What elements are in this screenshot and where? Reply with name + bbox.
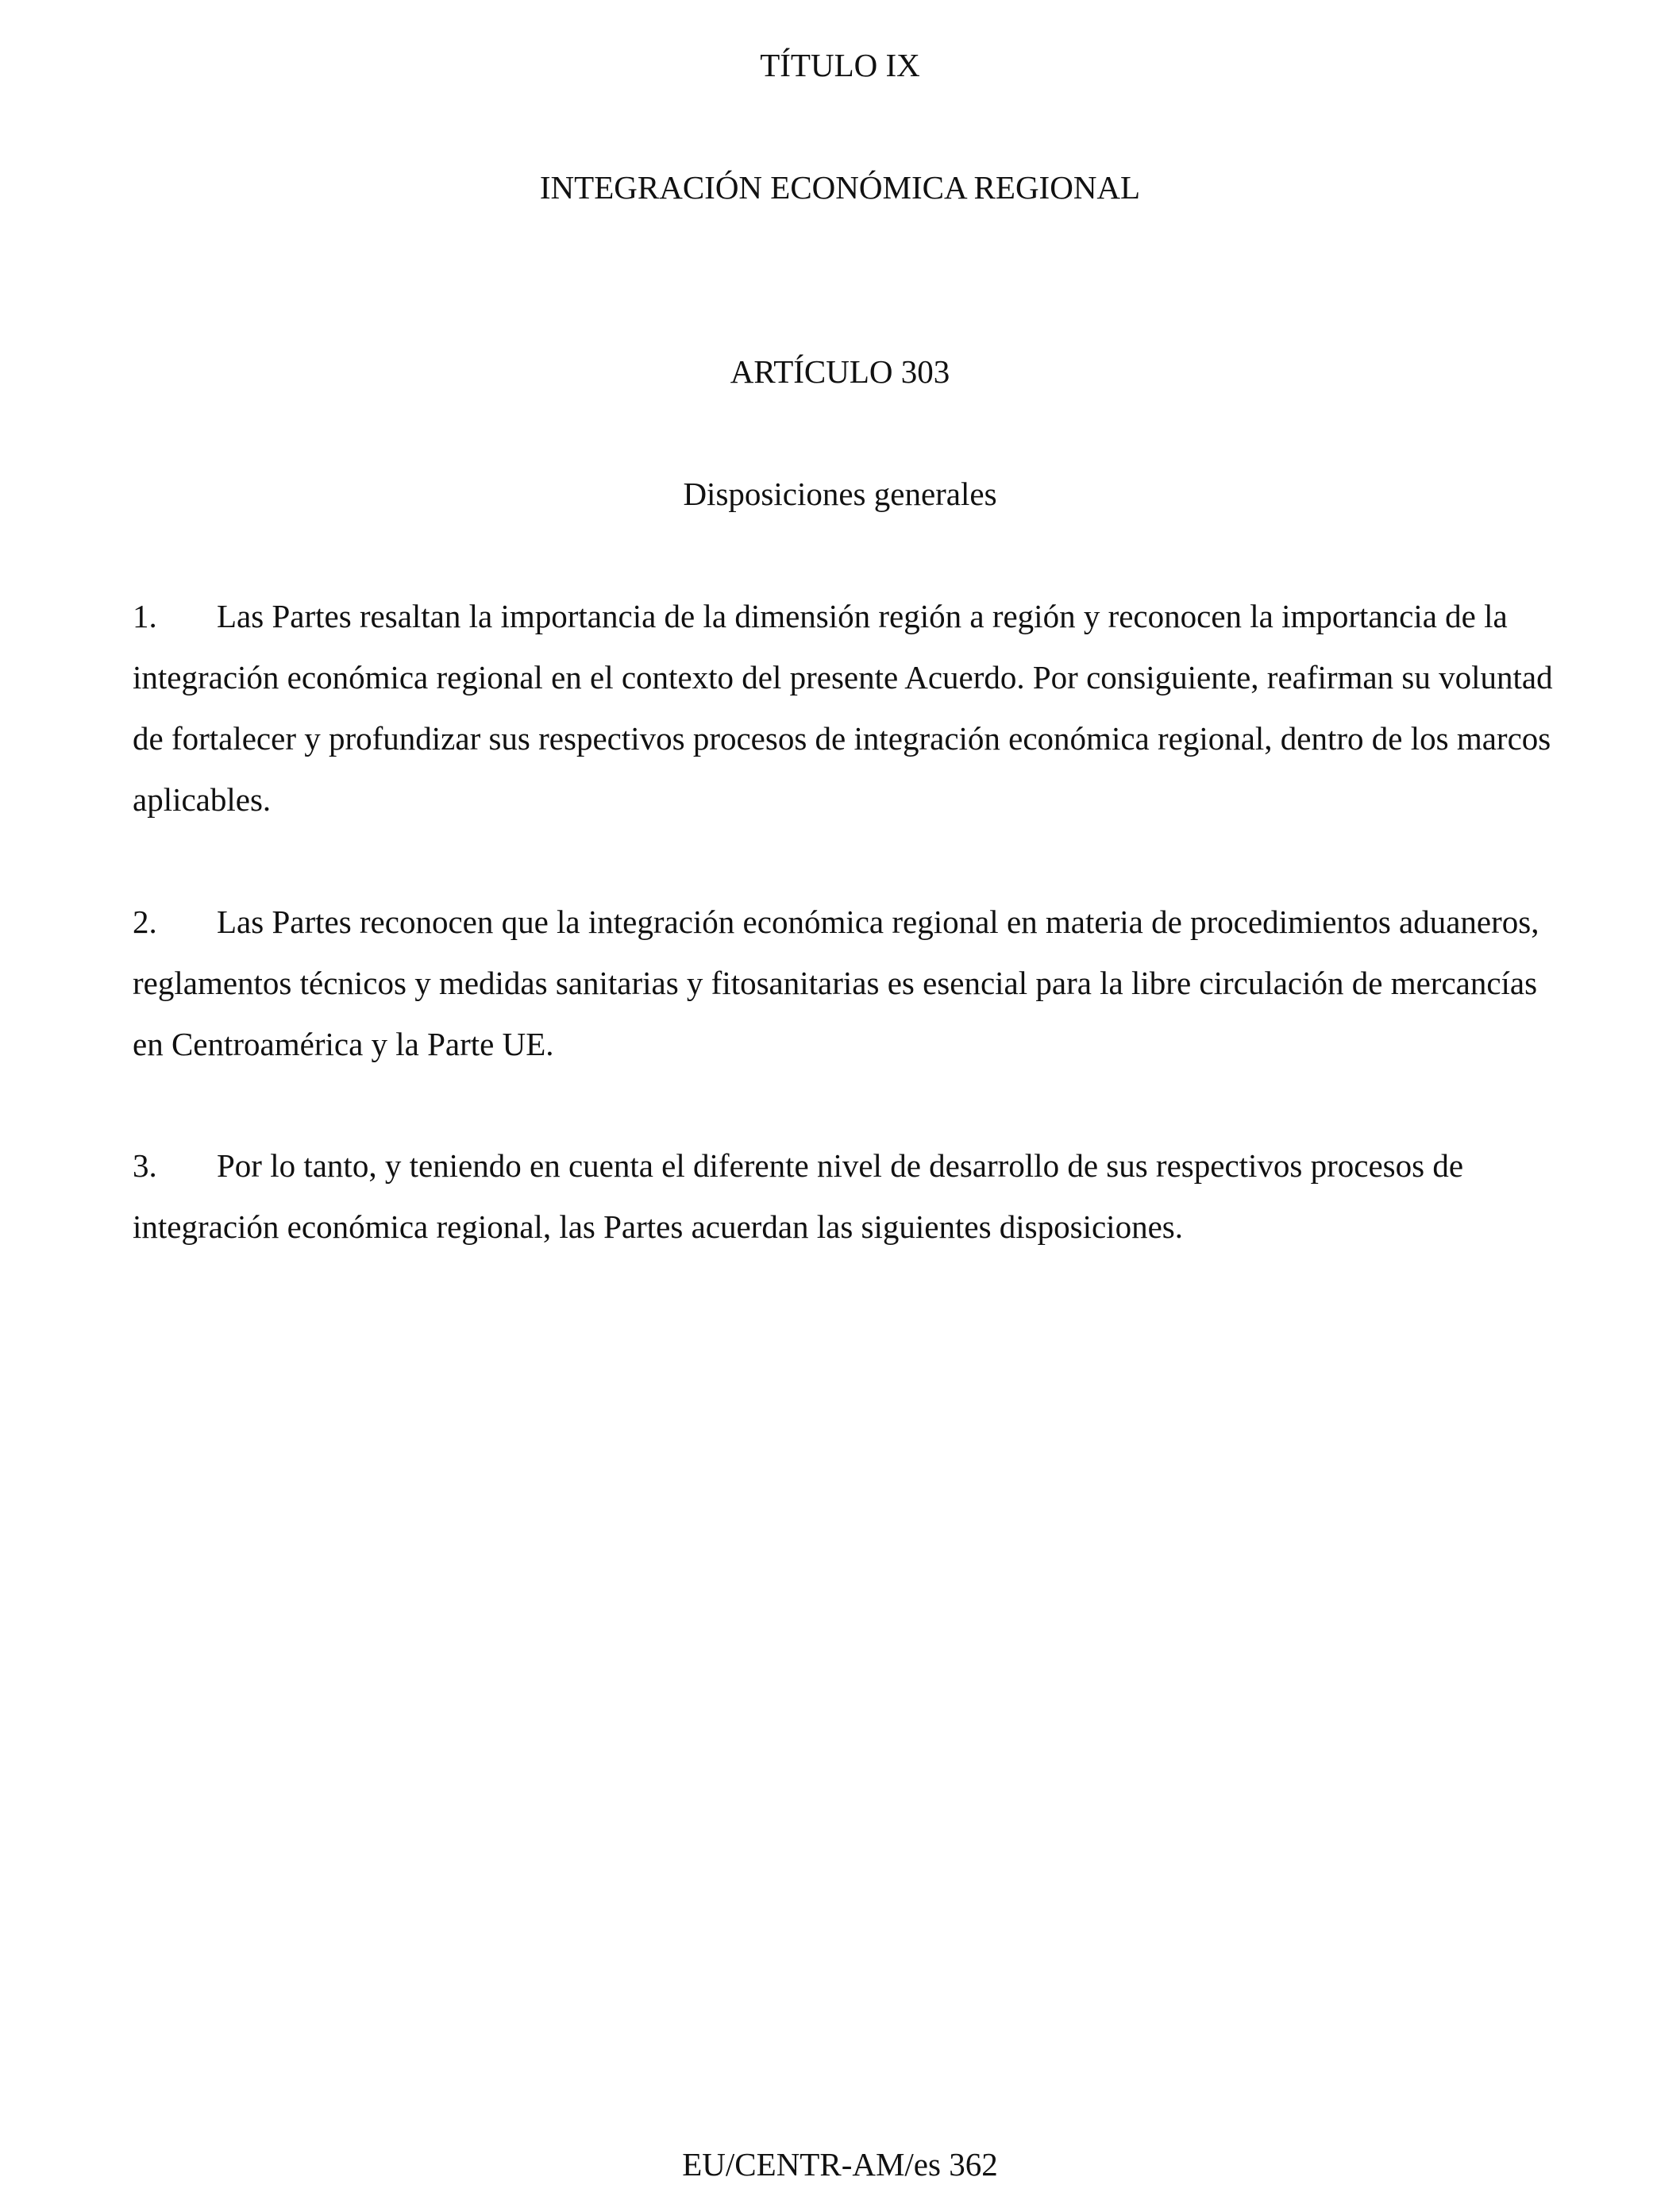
paragraph-text: Las Partes reconocen que la integración económica regional en materia de procedimientos aduaneros, reglamentos técnicos y medidas sanitarias y fitosanitarias es esencial para la libre circulación de mercancías en Centroamérica y la Parte UE. xyxy=(133,904,1539,1062)
paragraph-number: 1. xyxy=(133,598,157,634)
paragraph-text: Por lo tanto, y teniendo en cuenta el diferente nivel de desarrollo de sus respectivos procesos de integración económica regional, las Partes acuerdan las siguientes disposiciones. xyxy=(133,1147,1464,1245)
title-subheading: INTEGRACIÓN ECONÓMICA REGIONAL xyxy=(539,169,1141,206)
paragraph-1 xyxy=(133,586,1562,830)
article-heading: ARTÍCULO 303 xyxy=(730,353,950,390)
paragraph-2 xyxy=(133,892,1562,1075)
page-footer: EU/CENTR-AM/es 362 xyxy=(682,2146,998,2183)
paragraph-text: Las Partes resaltan la importancia de la dimensión región a región y reconocen la importancia de la integración económica regional en el contexto del presente Acuerdo. Por consiguiente, reafirman su voluntad de fortalecer y profundizar sus respectivos procesos de integración económica regional, dentro de los marcos aplicables. xyxy=(133,598,1553,818)
paragraph-number: 3. xyxy=(133,1147,157,1184)
paragraph-3 xyxy=(133,1135,1562,1258)
title-heading: TÍTULO IX xyxy=(760,47,920,83)
section-heading: Disposiciones generales xyxy=(683,476,997,512)
paragraph-number: 2. xyxy=(133,904,157,940)
